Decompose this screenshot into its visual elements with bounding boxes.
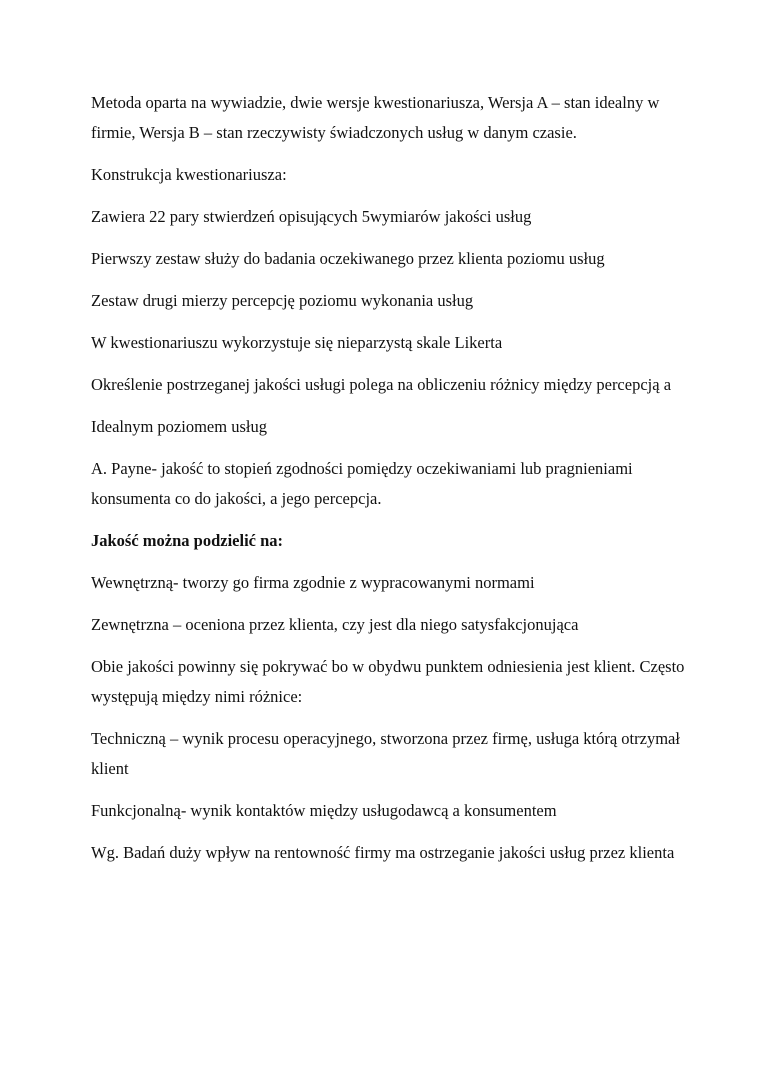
paragraph-quality-division-heading: Jakość można podzielić na: — [91, 531, 284, 550]
paragraph-payne-definition: A. Payne- jakość to stopień zgodności pomiędzy oczekiwaniami lub pragnieniami konsumenta co do jakości, a jego percepcja. — [91, 459, 633, 508]
paragraph-statement-pairs: Zawiera 22 pary stwierdzeń opisujących 5wymiarów jakości usług — [91, 207, 532, 226]
paragraph-perceived-quality: Określenie postrzeganej jakości usługi polega na obliczeniu różnicy między percepcją a — [91, 375, 672, 394]
paragraph-external-quality: Zewnętrzna – oceniona przez klienta, czy jest dla niego satysfakcjonująca — [91, 615, 579, 634]
paragraph-ideal-level: Idealnym poziomem usług — [91, 417, 267, 436]
paragraph-both-qualities: Obie jakości powinny się pokrywać bo w obydwu punktem odniesienia jest klient. Często występują między nimi różnice: — [91, 657, 685, 706]
paragraph-functional-quality: Funkcjonalną- wynik kontaktów między usługodawcą a konsumentem — [91, 801, 557, 820]
paragraph-likert-scale: W kwestionariuszu wykorzystuje się nieparzystą skale Likerta — [91, 333, 503, 352]
paragraph-technical-quality: Techniczną – wynik procesu operacyjnego, stworzona przez firmę, usługa którą otrzymał klient — [91, 729, 680, 778]
paragraph-first-set: Pierwszy zestaw służy do badania oczekiwanego przez klienta poziomu usług — [91, 249, 605, 268]
document-body — [91, 88, 691, 880]
paragraph-questionnaire-construction: Konstrukcja kwestionariusza: — [91, 165, 287, 184]
paragraph-method-description: Metoda oparta na wywiadzie, dwie wersje kwestionariusza, Wersja A – stan idealny w firmie, Wersja B – stan rzeczywisty świadczonych usług w danym czasie. — [91, 93, 660, 142]
paragraph-second-set: Zestaw drugi mierzy percepcję poziomu wykonania usług — [91, 291, 474, 310]
paragraph-internal-quality: Wewnętrzną- tworzy go firma zgodnie z wypracowanymi normami — [91, 573, 535, 592]
paragraph-profitability-research: Wg. Badań duży wpływ na rentowność firmy ma ostrzeganie jakości usług przez klienta — [91, 843, 675, 862]
